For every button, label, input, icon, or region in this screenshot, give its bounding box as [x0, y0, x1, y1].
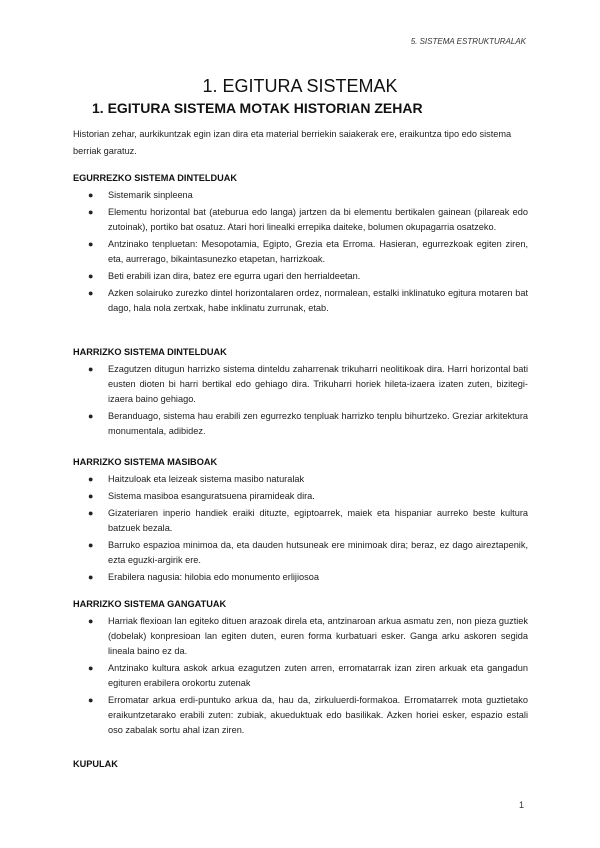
bullet-icon: ●	[88, 364, 94, 374]
bullet-list	[73, 472, 528, 585]
list-item: ● Elementu horizontal bat (ateburua edo langa) jartzen da bi elementu bertikalen gainean (pilareak edo zutoinak), portiko bat osatuz. Atari hori linealki errepika daiteke, bolumen okupagarria osatzeko.	[88, 207, 528, 232]
section-subtitle: 1. EGITURA SISTEMA MOTAK HISTORIAN ZEHAR	[92, 100, 423, 116]
intro-paragraph: Historian zehar, aurkikuntzak egin izan dira eta material berriekin saiakerak ere, eraikuntza tipo edo sistema berriak garatuz.	[73, 129, 512, 156]
section-egurrezko	[73, 171, 528, 318]
bullet-icon: ●	[88, 271, 94, 281]
bullet-icon: ●	[88, 474, 94, 484]
section-harrizko-masibo	[73, 455, 528, 587]
section-heading: EGURREZKO SISTEMA DINTELDUAK	[73, 173, 238, 183]
section-heading: HARRIZKO SISTEMA DINTELDUAK	[73, 347, 227, 357]
bullet-icon: ●	[88, 616, 94, 626]
page-number: 1	[518, 800, 524, 810]
section-harrizko-gangatu	[73, 597, 528, 740]
bullet-list	[73, 362, 528, 439]
list-item: ● Azken solairuko zurezko dintel horizontalaren ordez, normalean, estalki inklinatuko egitura motaren bat dago, hala nola zertxak, habe inklinatu zurrunak, etab.	[88, 288, 528, 313]
bullet-icon: ●	[88, 190, 94, 200]
bullet-icon: ●	[88, 663, 94, 673]
bullet-icon: ●	[88, 411, 94, 421]
list-item: ● Gizateriaren inperio handiek eraiki dituzte, egiptoarrek, maiek eta hispaniar aurreko beste kultura batzuek bezala.	[88, 508, 528, 533]
bullet-icon: ●	[88, 695, 94, 705]
list-item: ● Erromatar arkua erdi-puntuko arkua da, hau da, zirkuluerdi-formakoa. Erromatarrek mota guztietako eraikuntzetarako erabili zuten: zubiak, akueduktuak edo basilikak. Azken horiei esker, espazio estali oso zabalak sortu ahal izan ziren.	[88, 695, 528, 735]
bullet-icon: ●	[88, 491, 94, 501]
list-item: ● Haitzuloak eta leizeak sistema masibo naturalak	[73, 472, 528, 487]
section-heading: HARRIZKO SISTEMA GANGATUAK	[73, 599, 227, 609]
list-item: ● Antzinako kultura askok arkua ezagutzen zuten arren, erromatarrak izan ziren arkuak eta gangadun egituren erabilera orokortu zutenak	[88, 663, 528, 688]
list-item: ● Sistemarik sinpleena	[73, 188, 528, 203]
bullet-icon: ●	[88, 207, 94, 217]
list-item: ● Beranduago, sistema hau erabili zen egurrezko tenpluak harrizko tenplu bihurtzeko. Greziar arkitektura monumentala, adibidez.	[88, 411, 528, 436]
running-header: 5. SISTEMA ESTRUKTURALAK	[410, 37, 526, 46]
list-item: ● Sistema masiboa esanguratsuena piramideak dira.	[73, 489, 528, 504]
section-kupulak	[73, 757, 528, 774]
list-item: ● Erabilera nagusia: hilobia edo monumento erlijiosoa	[73, 570, 528, 585]
list-item: ● Beti erabili izan dira, batez ere egurra ugari den herrialdeetan.	[73, 269, 528, 284]
list-item: ● Ezagutzen ditugun harrizko sistema dinteldu zaharrenak trikuharri neolitikoak dira. Harri horizontal bati eusten dioten bi harri bertikal edo gehiago dira. Trikuharri horiek hileta-izaera izaten zuten, bizitegi-izaera baino gehiago.	[88, 364, 528, 404]
bullet-icon: ●	[88, 540, 94, 550]
section-heading: KUPULAK	[73, 759, 118, 769]
bullet-icon: ●	[88, 239, 94, 249]
section-harrizko-dinteldu	[73, 345, 528, 441]
bullet-icon: ●	[88, 572, 94, 582]
section-heading: HARRIZKO SISTEMA MASIBOAK	[73, 457, 218, 467]
list-item: ● Harriak flexioan lan egiteko dituen arazoak direla eta, antzinaroan arkua asmatu zen, non pieza guztiek (dobelak) konpresioan lan egiten duten, euren forma kurbatuari esker. Ganga arku askoren segida lineala baino ez da.	[88, 616, 528, 656]
bullet-list	[73, 614, 528, 738]
bullet-icon: ●	[88, 508, 94, 518]
page-title: 1. EGITURA SISTEMAK	[202, 76, 398, 96]
list-item: ● Antzinako tenpluetan: Mesopotamia, Egipto, Grezia eta Erroma. Hasieran, egurrezkoak egiten ziren, eta, aurrerago, bikaintasunezko etapetan, harrizkoak.	[88, 239, 528, 264]
bullet-list	[73, 188, 528, 316]
list-item: ● Barruko espazioa minimoa da, eta dauden hutsuneak ere minimoak dira; beraz, ez dago aireztapenik, ezta eguzki-argirik ere.	[88, 540, 528, 565]
bullet-icon: ●	[88, 288, 94, 298]
